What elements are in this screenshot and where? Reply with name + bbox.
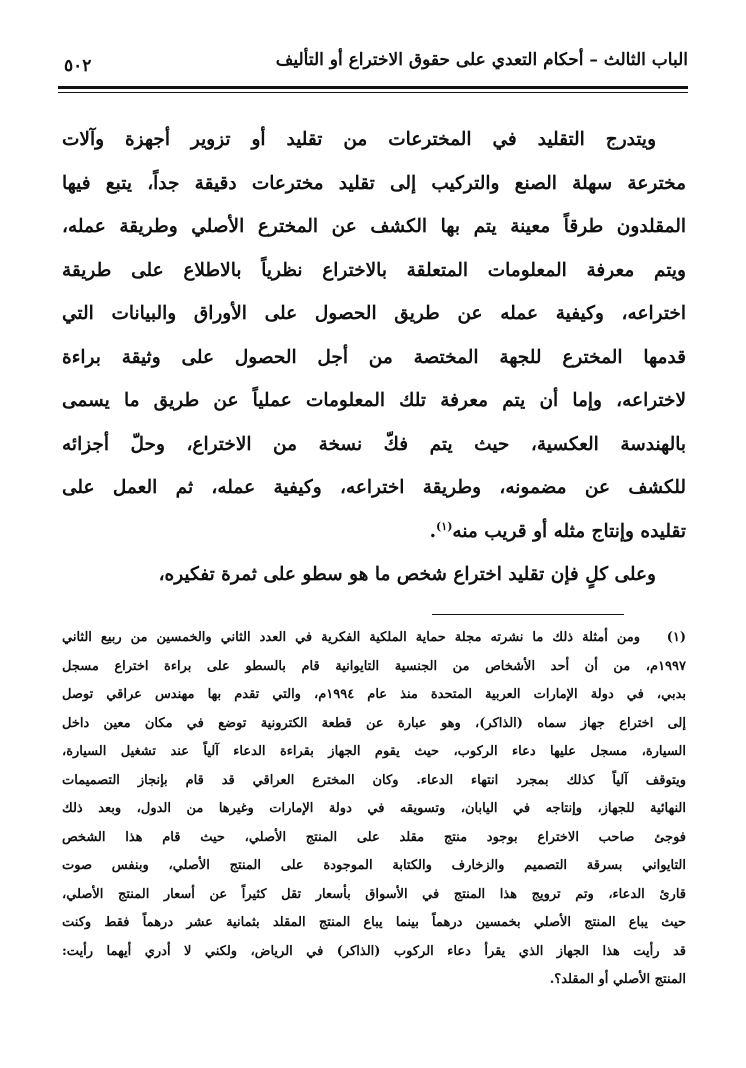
- footnote-line: المنتج الأصلي أو المقلد؟.: [549, 972, 686, 987]
- footnote-line: ومن أمثلة ذلك ما نشرته مجلة حماية الملكية الفكرية في العدد الثاني والخمسين من ربيع الثاني: [62, 630, 640, 645]
- body-line-text: تقليده وإنتاج مثله أو قريب منه: [452, 520, 686, 542]
- header-rule-thin: [58, 92, 688, 93]
- running-header: [58, 46, 688, 82]
- footnote-line: ويتوقف آلياً كذلك بمجرد انتهاء الدعاء. وكان المخترع العراقي قد قام بإنجاز التصميمات: [62, 772, 686, 788]
- footnote-line: قد رأيت هذا الجهاز الذي يقرأ دعاء الركوب (الذاكر) في الرياض، ولكني لا أدري أيهما رأيت:: [62, 943, 686, 959]
- body-line: المقلدون طرقاً معينة يتم بها الكشف عن المخترع الأصلي وطريقة عمله،: [62, 216, 686, 237]
- body-line: مخترعة سهلة الصنع والتركيب إلى تقليد مخترعات دقيقة جداً، يتبع فيها: [62, 172, 686, 194]
- body-line: اختراعه، وكيفية عمله عن طريق الحصول على الأوراق والبيانات التي: [62, 303, 686, 324]
- footnote-line: إلى اختراع جهاز سماه (الذاكر)، وهو عبارة عن قطعة الكترونية توضع في مكان معين داخل: [62, 715, 686, 731]
- body-line-with-footnote-ref: تقليده وإنتاج مثله أو قريب منه$^{(١)}$.: [429, 519, 686, 542]
- body-line: بالهندسة العكسية، حيث يتم فكّ نسخة من الاختراع، وحلّ أجزائه: [62, 433, 686, 455]
- header-rule-thick: [58, 86, 688, 89]
- footnote-line: فوجئ صاحب الاختراع بوجود منتج مقلد على المنتج الأصلي، حيث قام هذا الشخص: [62, 829, 686, 845]
- footnote-line: حيث يباع المنتج الأصلي بخمسين درهماً بينما يباع المنتج المقلد بثمانية عشر درهماً فقط وكنت: [62, 915, 686, 930]
- body-line: ويتم معرفة المعلومات المتعلقة بالاختراع نظرياً بالاطلاع على طريقة: [62, 259, 686, 281]
- footnote-line: السيارة، مسجل عليها دعاء الركوب، حيث يقوم الجهاز بقراءة الدعاء آلياً عند تشغيل السيارة،: [62, 744, 686, 759]
- page-number: ٥٠٢: [64, 56, 92, 76]
- body-line: لاختراعه، وإما أن يتم معرفة تلك المعلومات عملياً عن طريق ما يسمى: [62, 390, 687, 411]
- footnotes: [62, 624, 686, 995]
- footnote-line: التايواني بسرقة التصميم والزخارف والكتابة الموجودة على المنتج الأصلي، وبنفس صوت: [62, 858, 686, 873]
- body-closing-line: وعلى كلٍ فإن تقليد اختراع شخص ما هو سطو على ثمرة تفكيره،: [158, 564, 656, 585]
- body-line: للكشف عن مضمونه، وطريقة اختراعه، وكيفية عمله، ثم العمل على: [62, 477, 686, 498]
- chapter-title: الباب الثالث – أحكام التعدي على حقوق الاختراع أو التأليف: [275, 50, 688, 70]
- footnote-marker: (١): [666, 630, 686, 645]
- footnote-line: قارئ الدعاء، وتم ترويج هذا المنتج في الأسواق بأسعار تقل كثيراً عن أسعار المنتج الأصلي،: [62, 886, 686, 902]
- body-line: ويتدرج التقليد في المخترعات من تقليد أو تزوير أجهزة وآلات: [62, 129, 656, 150]
- body-line: قدمها المخترع للجهة المختصة من أجل الحصول على وثيقة براءة: [62, 346, 686, 368]
- footnote-line: ١٩٩٧م، من أن أحد الأشخاص من الجنسية التايوانية قام بالسطو على براءة اختراع مسجل: [62, 658, 686, 674]
- body-text: [62, 118, 686, 597]
- footnote-line: النهائية للجهاز، وإنتاجه في اليابان، وتسويقه في دولة الإمارات وغيرها من الدول، وبعد ذلك: [62, 801, 686, 816]
- footnote-separator: [432, 614, 624, 615]
- footnote-reference[interactable]: (١): [436, 519, 453, 533]
- footnote-line: بدبي، في دولة الإمارات العربية المتحدة منذ عام ١٩٩٤م، والتي تقدم بها مهندس عراقي توصل: [62, 687, 687, 702]
